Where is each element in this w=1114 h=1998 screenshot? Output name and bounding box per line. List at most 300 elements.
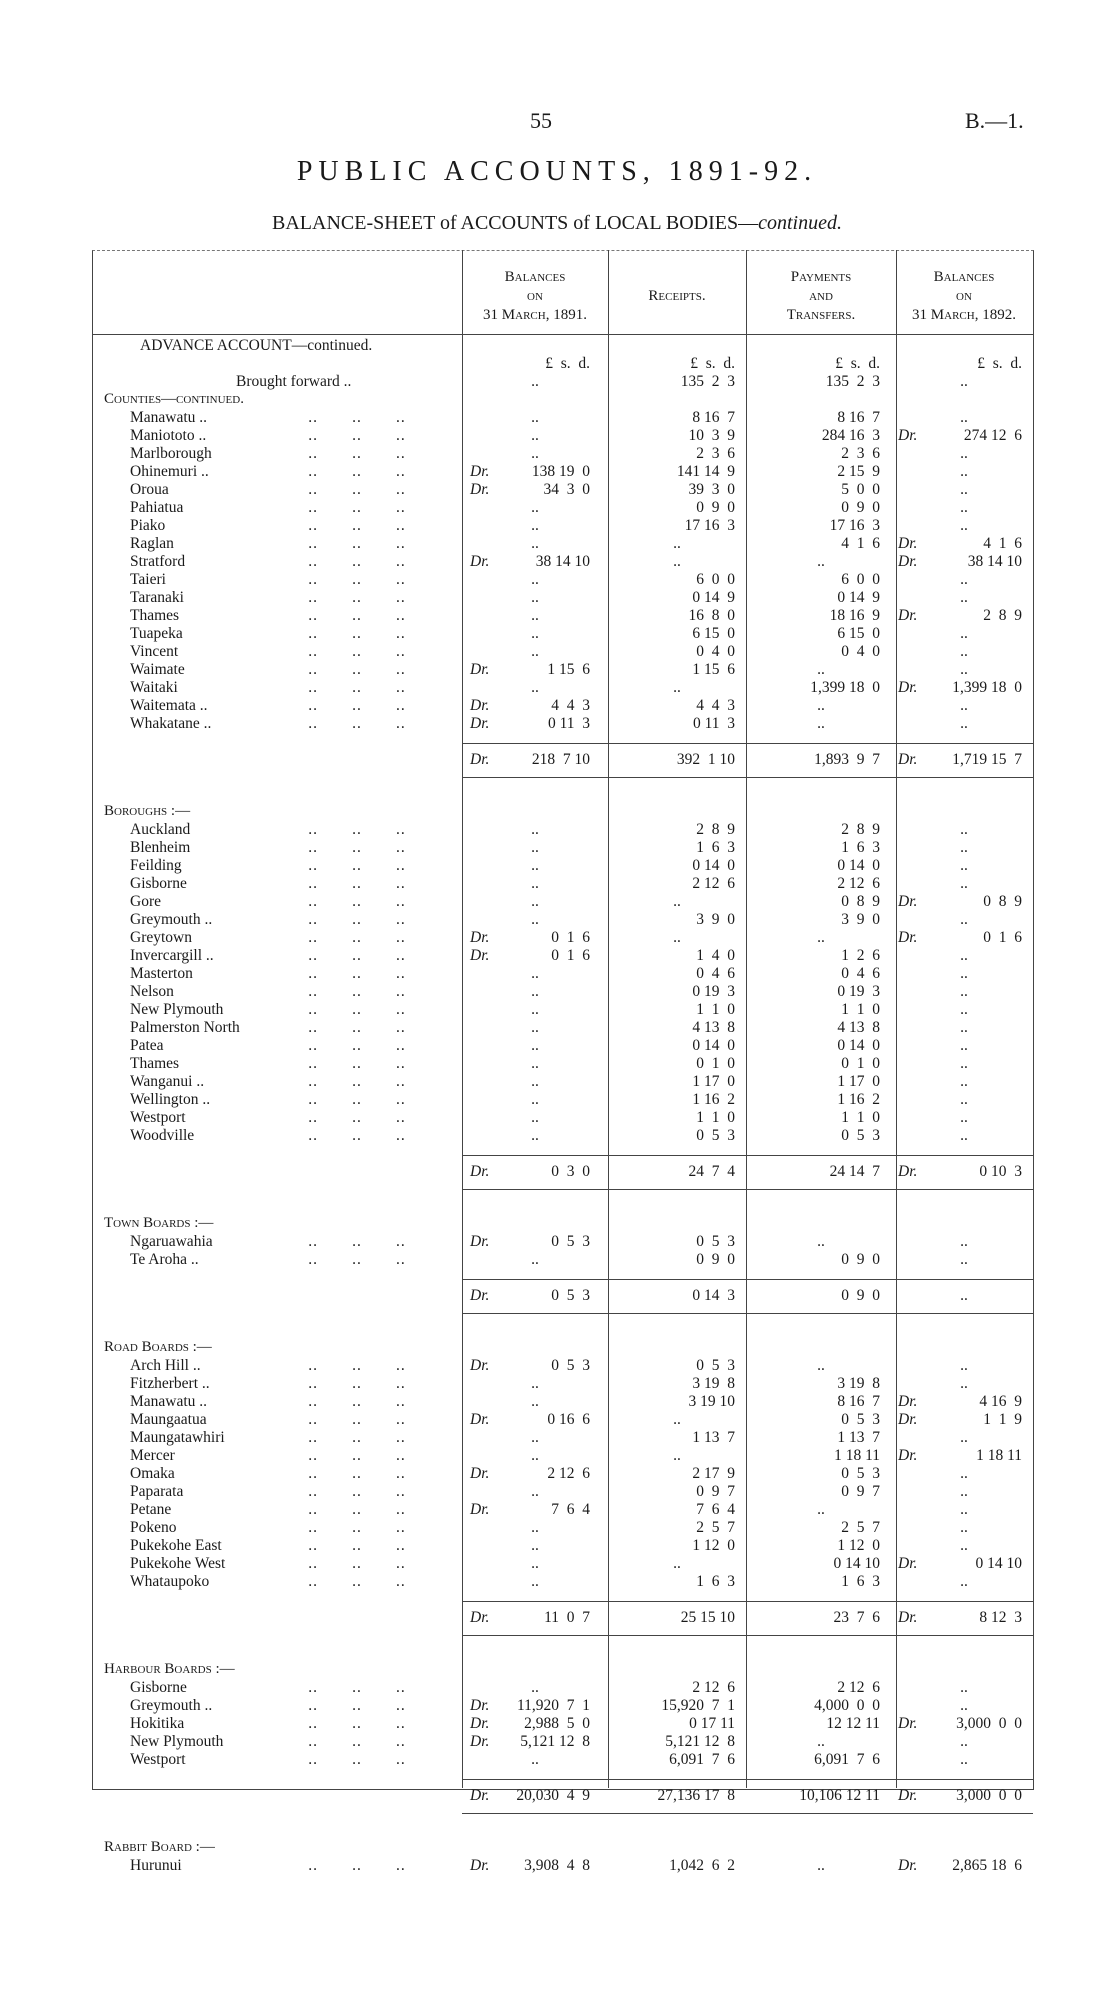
cell-value: 0 1 0 [841,1055,880,1072]
cell-value: 0 5 3 [841,1465,880,1482]
column-header-line: Balances [933,269,995,285]
leader-dots: .. .. .. [240,1715,406,1732]
row-label: Oroua [130,481,169,498]
total-rule [462,1813,1033,1814]
leader-dots: .. .. .. [240,1447,406,1464]
cell-value: 24 7 4 [688,1163,735,1180]
cell-value: 38 14 10 [535,553,590,570]
cell-empty: .. [531,1573,539,1590]
leader-dots: .. .. .. [240,643,406,660]
cell-value: 0 14 3 [692,1287,735,1304]
row-label: Gisborne [130,1679,187,1696]
cell-value: 23 7 6 [833,1609,880,1626]
cell-value: 4 16 9 [979,1393,1022,1410]
cell-empty: .. [673,1555,681,1572]
cell-empty: .. [960,1287,968,1304]
cell-value: 1 15 6 [692,661,735,678]
leader-dots: .. .. .. [240,1857,406,1874]
cell-empty: .. [817,1233,825,1250]
leader-dots: .. .. .. [240,1429,406,1446]
leader-dots: .. .. .. [240,1001,406,1018]
column-header-line: Payments [790,269,852,285]
debit-marker: Dr. [470,1609,490,1626]
row-label: Gore [130,893,161,910]
section-title: Rabbit Board :— [104,1839,215,1855]
cell-value: 2 12 6 [547,1465,590,1482]
cell-value: 0 14 0 [692,857,735,874]
debit-marker: Dr. [470,715,490,732]
total-rule [462,1601,1033,1602]
cell-value: 4 4 3 [551,697,590,714]
total-rule [462,1635,1033,1636]
leader-dots: .. .. .. [240,715,406,732]
cell-value: 135 2 3 [680,373,735,390]
row-label: Westport [130,1109,186,1126]
cell-value: 11 0 7 [544,1609,590,1626]
cell-empty: .. [960,1679,968,1696]
debit-marker: Dr. [898,893,918,910]
cell-value: 1 6 3 [841,839,880,856]
cell-empty: .. [531,1555,539,1572]
brought-forward-label: Brought forward .. [236,373,352,390]
cell-empty: .. [673,553,681,570]
debit-marker: Dr. [898,1411,918,1428]
cell-empty: .. [817,697,825,714]
leader-dots: .. .. .. [240,1073,406,1090]
cell-value: 3,908 4 8 [524,1857,590,1874]
cell-empty: .. [531,607,539,624]
row-label: Maungatawhiri [130,1429,225,1446]
debit-marker: Dr. [898,1787,918,1804]
row-label: Mercer [130,1447,175,1464]
cell-empty: .. [960,1519,968,1536]
cell-empty: .. [960,1055,968,1072]
cell-empty: .. [531,625,539,642]
table-row [0,625,1114,643]
table-row [0,1573,1114,1591]
row-label: Hurunui [130,1857,182,1874]
cell-value: 4 13 8 [837,1019,880,1036]
cell-value: 0 19 3 [692,983,735,1000]
debit-marker: Dr. [898,679,918,696]
leader-dots: .. .. .. [240,1751,406,1768]
cell-value: 2 17 9 [692,1465,735,1482]
cell-value: 0 11 3 [547,715,590,732]
row-label: Patea [130,1037,164,1054]
cell-value: 0 8 9 [983,893,1022,910]
table-row [0,1393,1114,1411]
cell-value: 7 6 4 [551,1501,590,1518]
debit-marker: Dr. [898,1447,918,1464]
cell-value: 8 12 3 [979,1609,1022,1626]
page-subtitle [0,212,1114,235]
row-label: Pukekohe East [130,1537,222,1554]
cell-value: 8 16 7 [837,409,880,426]
debit-marker: Dr. [898,1163,918,1180]
debit-marker: Dr. [470,1357,490,1374]
row-label: Feilding [130,857,182,874]
cell-empty: .. [531,1751,539,1768]
cell-value: 3 19 8 [837,1375,880,1392]
cell-value: 1 1 0 [841,1109,880,1126]
cell-value: 1 12 0 [692,1537,735,1554]
cell-value: 0 9 0 [696,499,735,516]
cell-empty: .. [531,427,539,444]
cell-value: 4 4 3 [696,697,735,714]
cell-value: 0 1 0 [696,1055,735,1072]
row-label: Pukekohe West [130,1555,226,1572]
cell-empty: .. [531,983,539,1000]
cell-empty: .. [531,1037,539,1054]
table-row [0,661,1114,679]
cell-value: 0 11 3 [692,715,735,732]
cell-empty: .. [960,463,968,480]
cell-value: 138 19 0 [531,463,590,480]
leader-dots: .. .. .. [240,1679,406,1696]
cell-empty: .. [960,499,968,516]
cell-empty: .. [817,1501,825,1518]
debit-marker: Dr. [470,1465,490,1482]
cell-empty: .. [960,697,968,714]
leader-dots: .. .. .. [240,1519,406,1536]
cell-value: 0 1 6 [551,929,590,946]
cell-empty: .. [531,893,539,910]
cell-value: 6 0 0 [841,571,880,588]
cell-empty: .. [531,911,539,928]
table-row [0,821,1114,839]
column-header [608,287,746,306]
row-label: Paparata [130,1483,184,1500]
row-label: Fitzherbert .. [130,1375,210,1392]
column-header-line: 31 March, 1891. [483,307,587,323]
cell-empty: .. [673,1447,681,1464]
cell-empty: .. [531,373,539,390]
cell-value: 2 8 9 [696,821,735,838]
row-label: Waitemata .. [130,697,208,714]
row-label: Ngaruawahia [130,1233,213,1250]
cell-value: 38 14 10 [967,553,1022,570]
cell-value: 1 1 0 [696,1109,735,1126]
cell-empty: .. [531,1001,539,1018]
cell-value: 0 9 0 [841,1251,880,1268]
cell-value: 0 9 7 [841,1483,880,1500]
cell-empty: .. [531,1251,539,1268]
leader-dots: .. .. .. [240,1555,406,1572]
table-row [0,1555,1114,1573]
cell-value: 1 13 7 [837,1429,880,1446]
total-row [0,1787,1114,1805]
debit-marker: Dr. [898,1393,918,1410]
debit-marker: Dr. [470,1411,490,1428]
cell-value: 15,920 7 1 [661,1697,735,1714]
leader-dots: .. .. .. [240,535,406,552]
table-row [0,517,1114,535]
total-row [0,751,1114,769]
row-label: Waimate [130,661,185,678]
cell-value: 3 9 0 [841,911,880,928]
row-label: Omaka [130,1465,175,1482]
row-label: Waitaki [130,679,178,696]
leader-dots: .. .. .. [240,893,406,910]
table-row [0,1733,1114,1751]
cell-value: 1 16 2 [837,1091,880,1108]
cell-value: 1,399 18 0 [952,679,1022,696]
leader-dots: .. .. .. [240,445,406,462]
cell-empty: .. [531,1127,539,1144]
cell-empty: .. [531,1055,539,1072]
cell-empty: .. [960,1751,968,1768]
table-row [0,857,1114,875]
row-label: Gisborne [130,875,187,892]
table-row [0,481,1114,499]
cell-empty: .. [960,445,968,462]
cell-empty: .. [960,1073,968,1090]
cell-empty: .. [817,553,825,570]
cell-empty: .. [531,409,539,426]
row-label: Greymouth .. [130,1697,213,1714]
cell-value: 4,000 0 0 [814,1697,880,1714]
cell-empty: .. [531,499,539,516]
cell-value: 0 8 9 [841,893,880,910]
total-rule [462,777,1033,778]
table-row [0,1483,1114,1501]
cell-empty: .. [960,481,968,498]
cell-value: 1 18 11 [976,1447,1022,1464]
column-header-line: and [809,288,833,304]
cell-empty: .. [531,1073,539,1090]
debit-marker: Dr. [470,697,490,714]
cell-value: 0 5 3 [696,1233,735,1250]
section-title: Harbour Boards :— [104,1661,235,1677]
cell-empty: .. [960,821,968,838]
total-row [0,1287,1114,1305]
cell-value: 16 8 0 [688,607,735,624]
column-header [896,268,1032,325]
debit-marker: Dr. [470,1697,490,1714]
cell-empty: .. [960,1697,968,1714]
cell-empty: .. [673,535,681,552]
cell-value: 0 4 0 [841,643,880,660]
leader-dots: .. .. .. [240,1501,406,1518]
cell-empty: .. [960,517,968,534]
table-row [0,1429,1114,1447]
table-row [0,445,1114,463]
cell-value: 0 14 10 [975,1555,1022,1572]
total-rule [462,1779,1033,1780]
row-label: Arch Hill .. [130,1357,201,1374]
debit-marker: Dr. [470,929,490,946]
cell-empty: .. [817,1857,825,1874]
row-label: New Plymouth [130,1001,224,1018]
row-label: Whakatane .. [130,715,212,732]
row-label: Petane [130,1501,172,1518]
column-header-line: Transfers. [786,307,856,323]
cell-value: 1 2 6 [841,947,880,964]
cell-value: 5,121 12 8 [520,1733,590,1750]
cell-value: 1 1 0 [841,1001,880,1018]
cell-value: 10 3 9 [688,427,735,444]
subtitle-italic: continued. [758,212,842,234]
leader-dots: .. .. .. [240,1733,406,1750]
cell-value: 0 1 6 [551,947,590,964]
cell-empty: .. [960,911,968,928]
row-label: Auckland [130,821,191,838]
cell-empty: .. [531,517,539,534]
debit-marker: Dr. [470,463,490,480]
cell-value: 0 1 6 [983,929,1022,946]
cell-value: 0 14 0 [837,857,880,874]
table-row [0,697,1114,715]
cell-value: 1 17 0 [837,1073,880,1090]
cell-value: 20,030 4 9 [516,1787,590,1804]
total-row [0,1163,1114,1181]
debit-marker: Dr. [898,535,918,552]
row-label: Maungaatua [130,1411,207,1428]
cell-empty: .. [960,1037,968,1054]
table-row [0,1857,1114,1875]
table-row [0,607,1114,625]
table-row [0,1073,1114,1091]
leader-dots: .. .. .. [240,1233,406,1250]
row-label: Wellington .. [130,1091,211,1108]
cell-value: 2 12 6 [692,1679,735,1696]
table-row [0,1537,1114,1555]
table-row [0,463,1114,481]
table-row [0,1519,1114,1537]
cell-empty: .. [531,1483,539,1500]
leader-dots: .. .. .. [240,1375,406,1392]
leader-dots: .. .. .. [240,965,406,982]
cell-value: 3,000 0 0 [956,1715,1022,1732]
cell-value: 0 5 3 [696,1127,735,1144]
cell-value: 3,000 0 0 [956,1787,1022,1804]
cell-value: 0 9 0 [696,1251,735,1268]
cell-empty: .. [960,715,968,732]
table-row [0,1447,1114,1465]
debit-marker: Dr. [470,481,490,498]
cell-empty: .. [960,965,968,982]
cell-empty: .. [531,1679,539,1696]
cell-value: 141 14 9 [676,463,735,480]
cell-value: 135 2 3 [825,373,880,390]
cell-empty: .. [817,715,825,732]
row-label: Palmerston North [130,1019,240,1036]
table-row [0,1679,1114,1697]
leader-dots: .. .. .. [240,679,406,696]
cell-value: 0 5 3 [841,1411,880,1428]
row-label: Tuapeka [130,625,183,642]
table-row [0,1233,1114,1251]
debit-marker: Dr. [898,751,918,768]
currency-row [0,355,1114,373]
cell-empty: .. [531,535,539,552]
row-label: Maniototo .. [130,427,207,444]
row-label: Thames [130,1055,180,1072]
leader-dots: .. .. .. [240,661,406,678]
cell-empty: .. [960,1019,968,1036]
debit-marker: Dr. [898,1609,918,1626]
cell-value: 1 16 2 [692,1091,735,1108]
debit-marker: Dr. [470,553,490,570]
table-row [0,875,1114,893]
debit-marker: Dr. [470,1787,490,1804]
row-label: Manawatu .. [130,409,208,426]
leader-dots: .. .. .. [240,1483,406,1500]
total-row [0,1609,1114,1627]
table-row [0,1109,1114,1127]
row-label: Stratford [130,553,186,570]
table-row [0,553,1114,571]
cell-value: 1 6 3 [841,1573,880,1590]
cell-value: 18 16 9 [829,607,880,624]
leader-dots: .. .. .. [240,1393,406,1410]
cell-empty: .. [960,643,968,660]
table-row [0,571,1114,589]
cell-empty: .. [960,875,968,892]
leader-dots: .. .. .. [240,929,406,946]
table-row [0,983,1114,1001]
cell-empty: .. [960,1251,968,1268]
row-label: Westport [130,1751,186,1768]
table-row [0,1019,1114,1037]
row-label: Blenheim [130,839,191,856]
debit-marker: Dr. [898,607,918,624]
leader-dots: .. .. .. [240,553,406,570]
cell-empty: .. [531,1109,539,1126]
leader-dots: .. .. .. [240,427,406,444]
cell-value: 2 5 7 [696,1519,735,1536]
cell-value: 5 0 0 [841,481,880,498]
cell-empty: .. [960,625,968,642]
cell-empty: .. [960,409,968,426]
table-row [0,1465,1114,1483]
cell-empty: .. [960,1109,968,1126]
cell-value: 392 1 10 [676,751,735,768]
header-rule [92,334,1033,335]
cell-empty: .. [960,1733,968,1750]
table-row [0,929,1114,947]
row-label: New Plymouth [130,1733,224,1750]
cell-value: 8 16 7 [837,1393,880,1410]
cell-value: 17 16 3 [829,517,880,534]
cell-value: 2 12 6 [692,875,735,892]
cell-empty: .. [531,839,539,856]
cell-value: 12 12 11 [826,1715,880,1732]
leader-dots: .. .. .. [240,1357,406,1374]
cell-value: 0 10 3 [979,1163,1022,1180]
cell-value: 1 17 0 [692,1073,735,1090]
debit-marker: Dr. [470,1733,490,1750]
table-row [0,947,1114,965]
debit-marker: Dr. [898,553,918,570]
row-label: Vincent [130,643,179,660]
debit-marker: Dr. [898,427,918,444]
cell-value: 0 19 3 [837,983,880,1000]
row-label: Woodville [130,1127,195,1144]
section-title: Boroughs :— [104,803,191,819]
leader-dots: .. .. .. [240,463,406,480]
cell-value: 6 15 0 [837,625,880,642]
leader-dots: .. .. .. [240,481,406,498]
row-label: Masterton [130,965,193,982]
cell-empty: .. [960,589,968,606]
cell-value: 10,106 12 11 [799,1787,880,1804]
section-title: Road Boards :— [104,1339,212,1355]
cell-empty: .. [960,857,968,874]
cell-value: 25 15 10 [680,1609,735,1626]
cell-value: 1 6 3 [696,1573,735,1590]
debit-marker: Dr. [470,1715,490,1732]
